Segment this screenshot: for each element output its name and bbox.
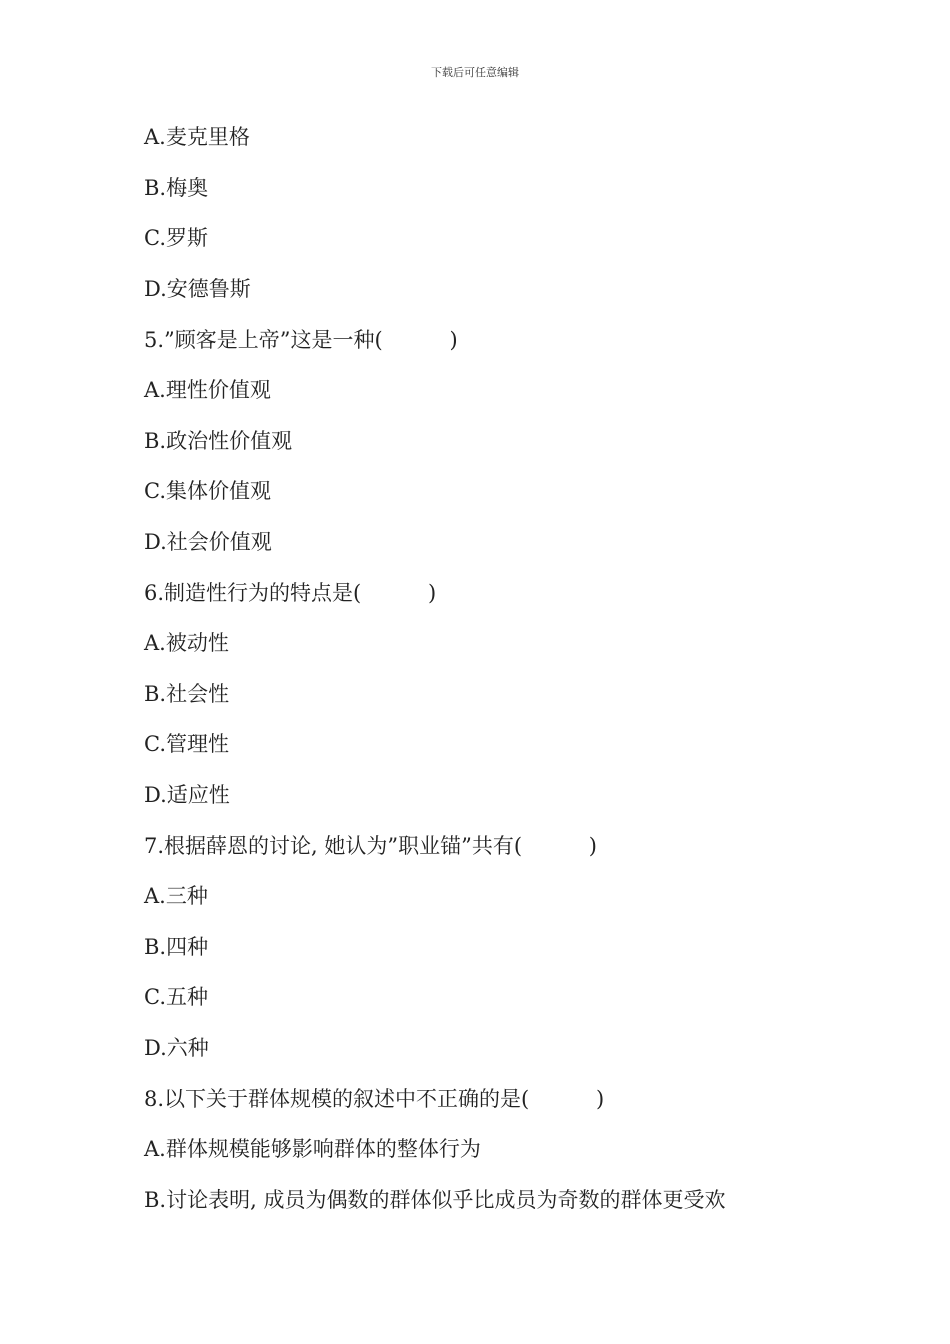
option-line: D.六种	[144, 1036, 209, 1060]
question-line: 8.以下关于群体规模的叙述中不正确的是( )	[144, 1087, 605, 1111]
option-line: B.政治性价值观	[144, 429, 293, 453]
option-line: D.适应性	[144, 783, 230, 807]
page-header: 下载后可任意编辑	[431, 66, 519, 79]
question-line: 5.”顾客是上帝”这是一种( )	[144, 328, 458, 352]
question-line: 6.制造性行为的特点是( )	[144, 581, 437, 605]
option-line: B.社会性	[144, 682, 230, 706]
option-line: B.梅奥	[144, 176, 209, 200]
option-line: A.理性价值观	[144, 378, 271, 402]
option-line: A.麦克里格	[144, 125, 250, 149]
option-line: C.罗斯	[144, 226, 208, 250]
option-line: A.群体规模能够影响群体的整体行为	[144, 1137, 481, 1161]
option-line: A.被动性	[144, 631, 229, 655]
option-line: D.安德鲁斯	[144, 277, 251, 301]
option-line: D.社会价值观	[144, 530, 272, 554]
option-line: C.五种	[144, 985, 208, 1009]
question-line: 7.根据薛恩的讨论, 她认为”职业锚”共有( )	[144, 834, 597, 858]
option-line: B.讨论表明, 成员为偶数的群体似乎比成员为奇数的群体更受欢	[144, 1188, 726, 1212]
option-line: C.集体价值观	[144, 479, 271, 503]
option-line: C.管理性	[144, 732, 229, 756]
option-line: A.三种	[144, 884, 208, 908]
option-line: B.四种	[144, 935, 209, 959]
